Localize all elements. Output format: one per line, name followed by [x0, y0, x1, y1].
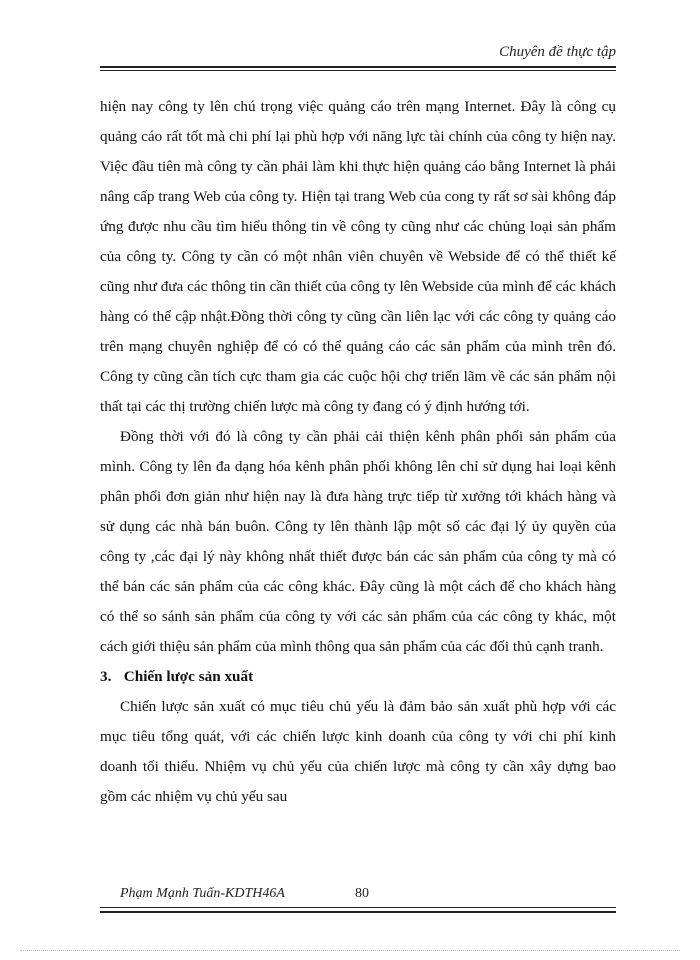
header-rule-thick — [100, 66, 616, 68]
document-body — [100, 92, 616, 812]
paragraph-production-strategy: Chiến lược sản xuất có mục tiêu chủ yếu là đảm bảo sản xuất phù hợp với các mục tiêu tổng quát, với các chiến lược kinh doanh của công ty với chi phí kinh doanh tối thiểu. Nhiệm vụ chủ yếu của chiến lược mà công ty cần xây dựng bao gồm các nhiệm vụ chủ yếu sau — [100, 698, 616, 805]
footer-rule-thick — [100, 911, 616, 913]
footer-rule-thin — [100, 907, 616, 908]
section-heading — [100, 662, 616, 692]
paragraph-distribution-channels: Đồng thời với đó là công ty cần phải cải thiện kênh phân phối sản phẩm của mình. Công ty lên đa dạng hóa kênh phân phối không lên chỉ sử dụng hai loại kênh phân phối đơn giản như hiện nay là đưa hàng trực tiếp từ xưởng tới khách hàng và sử dụng các nhà bán buôn. Công ty lên thành lập một số các đại lý ủy quyền của công ty ,các đại lý này không nhất thiết được bán các sản phẩm của công ty mà có thể bán các sản phẩm của các công khác. Đây cũng là một cách để cho khách hàng có thể so sánh sản phẩm của công ty với các sản phẩm của các công ty khác, một cách giới thiệu sản phẩm của mình thông qua sản phẩm của các đối thủ cạnh tranh. — [100, 428, 616, 655]
section-title: Chiến lược sản xuất — [123, 668, 254, 685]
paragraph-internet-advertising: hiện nay công ty lên chú trọng việc quảng cáo trên mạng Internet. Đây là công cụ quảng cáo rất tốt mà chi phí lại phù hợp với năng lực tài chính của công ty hiện nay. Việc đầu tiên mà công ty cần phải làm khi thực hiện quảng cáo bằng Internet là phải nâng cấp trang Web của công ty. Hiện tại trang Web của cong ty rất sơ sài không đáp ứng được nhu cầu tìm hiểu thông tin về công ty cũng như các chủng loại sản phẩm của công ty. Công ty cần có một nhân viên chuyên về Webside để có thể thiết kế cũng như đưa các thông tin cần thiết của công ty lên Webside của mình để các khách hàng có thể cập nhật.Đồng thời công ty cũng cần liên lạc với các công ty quảng cáo trên mạng chuyên nghiệp để có có thể quảng cáo các sản phẩm của mình trên đó. Công ty cũng cần tích cực tham gia các cuộc hội chợ triển lãm về các sản phẩm nội thất tại các thị trường chiến lược mà công ty đang có ý định hướng tới. — [100, 98, 616, 415]
footer-author: Phạm Mạnh Tuấn-KDTH46A — [120, 886, 285, 901]
header-rule-thin — [100, 70, 616, 71]
page-number: 80 — [355, 886, 369, 901]
page-edge-divider — [20, 950, 680, 951]
section-number: 3. — [100, 668, 112, 685]
header-title: Chuyên đề thực tập — [499, 44, 616, 60]
